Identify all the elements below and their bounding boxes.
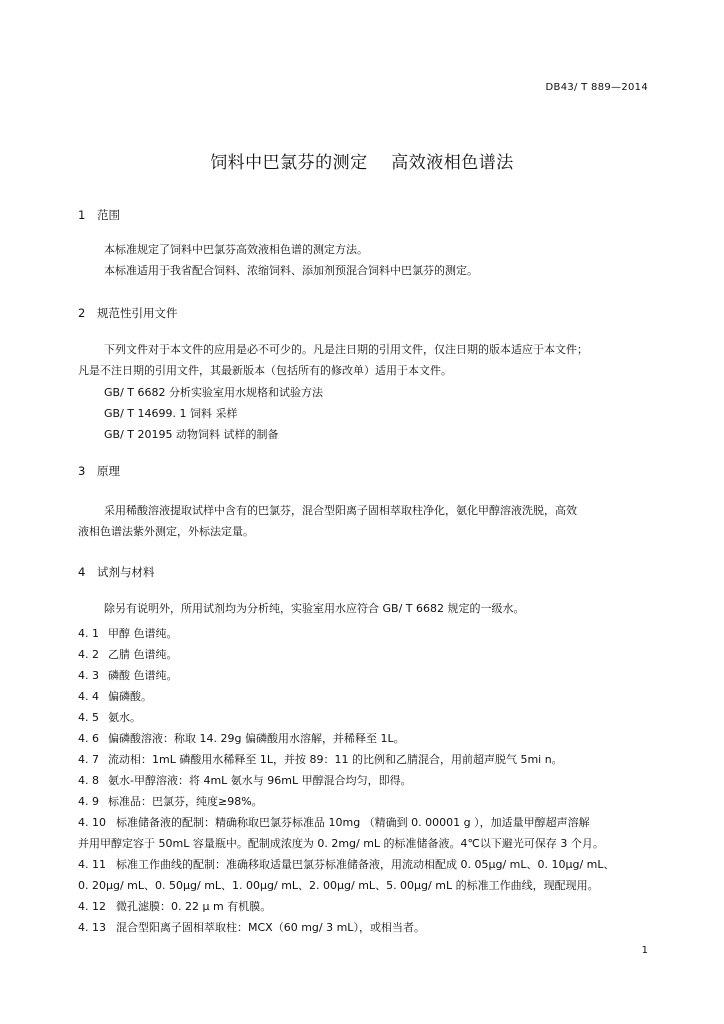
item-text: 标准储备液的配制：精确称取巴氯芬标准品 10mg （精确到 0. 00001 g ），加适量甲醇超声溶解 (116, 816, 590, 829)
item-number: 4. 9 (78, 795, 99, 808)
list-item (78, 646, 178, 662)
item-number: 4. 7 (78, 753, 99, 766)
list-item-continuation (78, 877, 599, 893)
item-text: 偏磷酸。 (108, 690, 152, 703)
list-item (78, 688, 152, 704)
list-item (78, 625, 178, 641)
item-number: 4. 3 (78, 669, 99, 682)
item-text: 标准工作曲线的配制：准确移取适量巴氯芬标准储备液，用流动相配成 0. 05μg/ mL、0. 10μg/ mL、 (116, 858, 615, 871)
item-text: 标准品：巴氯芬，纯度≥98%。 (108, 795, 263, 808)
list-item (78, 814, 590, 830)
list-item (78, 856, 615, 872)
list-item (78, 709, 141, 725)
item-text: 混合型阳离子固相萃取柱：MCX（60 mg/ 3 mL），或相当者。 (116, 921, 425, 934)
reference-item: GB/ T 6682 分析实验室用水规格和试验方法 (104, 386, 323, 399)
paragraph: 本标准适用于我省配合饲料、浓缩饲料、添加剂预混合饲料中巴氯芬的测定。 (104, 264, 478, 277)
item-number: 4. 2 (78, 648, 99, 661)
item-number: 4. 13 (78, 921, 106, 934)
paragraph: 凡是不注日期的引用文件，其最新版本（包括所有的修改单）适用于本文件。 (78, 364, 452, 377)
page-number: 1 (641, 945, 648, 956)
item-number: 4. 11 (78, 858, 106, 871)
item-text: 乙腈 色谱纯。 (108, 648, 178, 661)
item-number: 4. 4 (78, 690, 99, 703)
item-text: 氨水。 (108, 711, 141, 724)
item-number: 4. 10 (78, 816, 106, 829)
section-title: 原理 (97, 464, 120, 478)
paragraph: 下列文件对于本文件的应用是必不可少的。凡是注日期的引用文件，仅注日期的版本适应于本文件； (104, 343, 588, 356)
section-number: 1 (78, 208, 86, 222)
list-item (78, 772, 412, 788)
item-number: 4. 8 (78, 774, 99, 787)
list-item (78, 667, 178, 683)
item-number: 4. 12 (78, 900, 106, 913)
item-number: 4. 5 (78, 711, 99, 724)
item-text: 氨水-甲醇溶液：将 4mL 氨水与 96mL 甲醇混合均匀，即得。 (108, 774, 412, 787)
paragraph: 采用稀酸溶液提取试样中含有的巴氯芬，混合型阳离子固相萃取柱净化，氨化甲醇溶液洗脱，高效 (104, 504, 577, 517)
item-text: 甲醇 色谱纯。 (108, 627, 178, 640)
item-text: 并用甲醇定容于 50mL 容量瓶中。配制成浓度为 0. 2mg/ mL 的标准储备液。4℃以下避光可保存 3 个月。 (78, 837, 604, 850)
page-title: 饲料中巴氯芬的测定 高效液相色谱法 (210, 153, 514, 173)
section-title: 范围 (97, 208, 120, 222)
paragraph: 液相色谱法紫外测定，外标法定量。 (78, 525, 254, 538)
item-text: 偏磷酸溶液：称取 14. 29g 偏磷酸用水溶解，并稀释至 1L。 (108, 732, 405, 745)
paragraph: 除另有说明外，所用试剂均为分析纯，实验室用水应符合 GB/ T 6682 规定的一级水。 (104, 602, 525, 615)
item-text: 微孔滤膜：0. 22 μ m 有机膜。 (116, 900, 272, 913)
section-title: 试剂与材料 (97, 565, 155, 579)
header-code: DB43/ T 889—2014 (545, 82, 648, 93)
section-3-heading (78, 463, 120, 479)
list-item-continuation (78, 835, 604, 851)
section-2-heading (78, 305, 178, 321)
list-item (78, 919, 425, 935)
section-title: 规范性引用文件 (97, 306, 178, 320)
section-number: 2 (78, 306, 86, 320)
section-number: 3 (78, 464, 86, 478)
section-1-heading (78, 207, 120, 223)
list-item (78, 730, 405, 746)
list-item (78, 793, 263, 809)
list-item (78, 898, 271, 914)
paragraph: 本标准规定了饲料中巴氯芬高效液相色谱的测定方法。 (104, 243, 368, 256)
section-4-heading (78, 564, 155, 580)
section-number: 4 (78, 565, 86, 579)
reference-item: GB/ T 14699. 1 饲料 采样 (104, 407, 238, 420)
item-text: 磷酸 色谱纯。 (108, 669, 178, 682)
item-number: 4. 6 (78, 732, 99, 745)
reference-item: GB/ T 20195 动物饲料 试样的制备 (104, 428, 279, 441)
item-number: 4. 1 (78, 627, 99, 640)
item-text: 流动相：1mL 磷酸用水稀释至 1L，并按 89：11 的比例和乙腈混合，用前超声脱气 5mi n。 (108, 753, 563, 766)
list-item (78, 751, 563, 767)
item-text: 0. 20μg/ mL、0. 50μg/ mL、1. 00μg/ mL、2. 00μg/ mL、5. 00μg/ mL 的标准工作曲线，现配现用。 (78, 879, 599, 892)
